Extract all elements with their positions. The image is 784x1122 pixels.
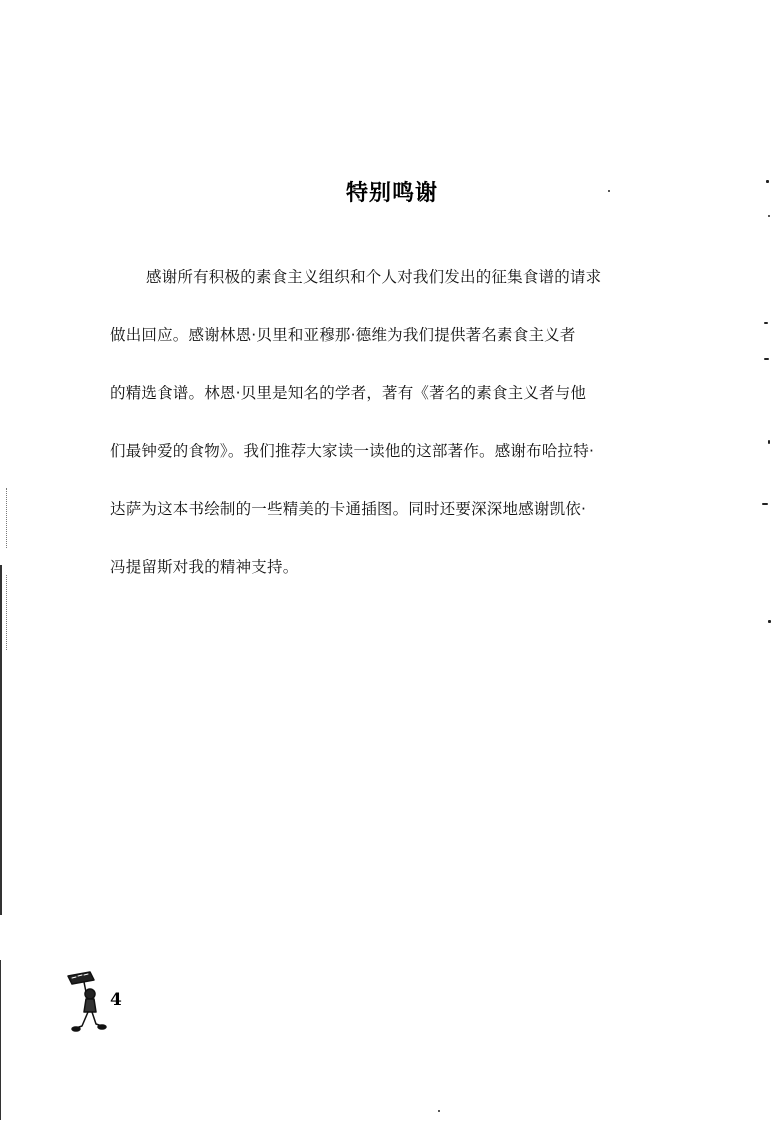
- page-title: 特别鸣谢: [345, 181, 438, 206]
- paragraph-line: 的精选食谱。林恩·贝里是知名的学者，著有《著名的素食主义者与他: [110, 384, 587, 402]
- paragraph-line: 做出回应。感谢林恩·贝里和亚穆那·德维为我们提供著名素食主义者: [110, 326, 576, 344]
- scan-speck: [768, 440, 770, 444]
- scan-edge-line-lower: [0, 960, 1, 1120]
- paragraph-line: 达萨为这本书绘制的一些精美的卡通插图。同时还要深深地感谢凯依·: [110, 500, 587, 518]
- cartoon-figure-icon: [64, 968, 114, 1034]
- page-number: 4: [110, 990, 122, 1010]
- scan-speck: [768, 215, 770, 217]
- paragraph-line: 感谢所有积极的素食主义组织和个人对我们发出的征集食谱的请求: [146, 268, 602, 286]
- scan-speck: [438, 1110, 440, 1112]
- scan-dotted-mark: [6, 488, 7, 548]
- scan-dotted-mark-2: [6, 575, 7, 650]
- scan-edge-line: [0, 565, 2, 915]
- scan-speck: [764, 322, 768, 324]
- scan-speck: [764, 358, 769, 360]
- acknowledgement-paragraph: [110, 268, 690, 616]
- paragraph-line: 冯提留斯对我的精神支持。: [110, 558, 299, 576]
- scan-speck: [768, 620, 771, 623]
- scan-speck: [762, 503, 768, 505]
- paragraph-line: 们最钟爱的食物》。我们推荐大家读一读他的这部著作。感谢布哈拉特·: [110, 442, 595, 460]
